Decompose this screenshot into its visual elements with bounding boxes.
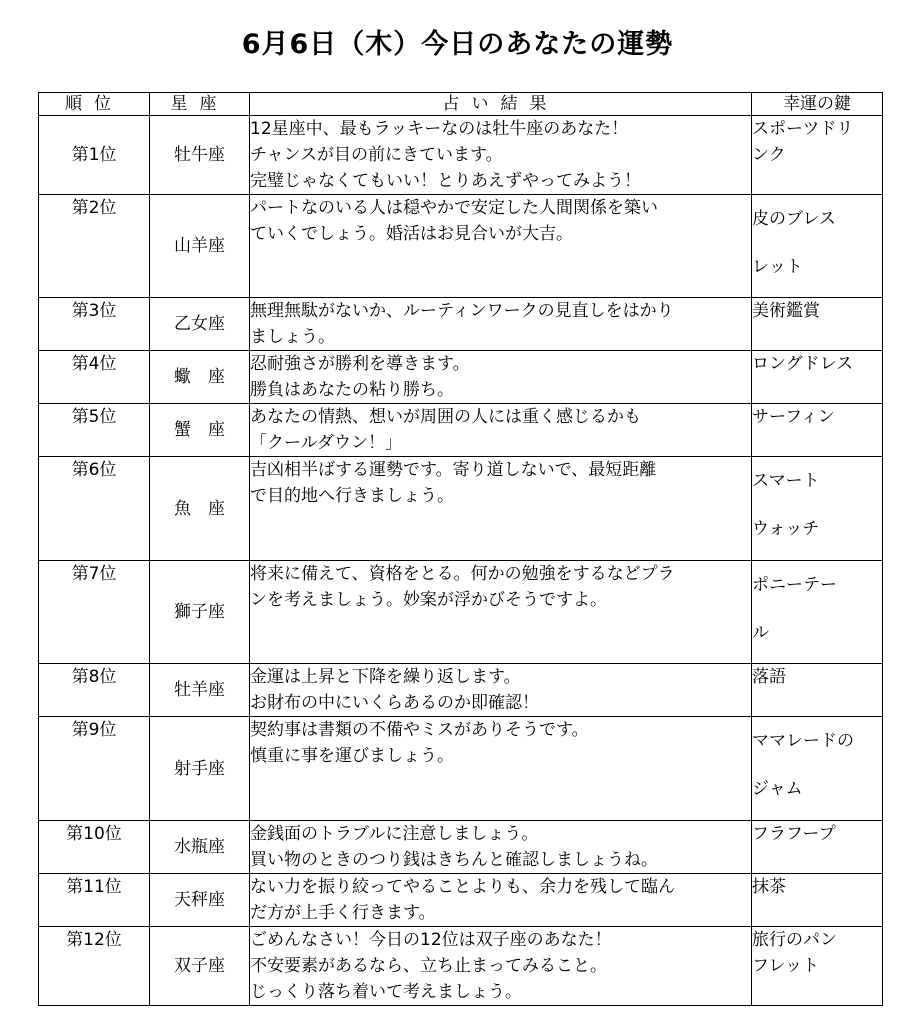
sign-cell: 水瓶座 xyxy=(150,821,250,874)
lucky-key-cell: 美術鑑賞 xyxy=(752,298,883,351)
sign-cell: 魚 座 xyxy=(150,457,250,561)
rank-cell: 第10位 xyxy=(39,821,150,874)
result-cell: 将来に備えて、資格をとる。何かの勉強をするなどプラ ンを考えましょう。妙案が浮かびそうですよ。 xyxy=(250,561,752,664)
table-row xyxy=(39,195,883,298)
fortune-table xyxy=(38,92,883,1006)
lucky-key-cell: 抹茶 xyxy=(752,874,883,927)
header-rank: 順位 xyxy=(39,93,150,116)
sign-cell: 双子座 xyxy=(150,927,250,1006)
result-cell: 金銭面のトラブルに注意しましょう。 買い物のときのつり銭はきちんと確認しましょうね。 xyxy=(250,821,752,874)
result-cell: ない力を振り絞ってやることよりも、余力を残して臨ん だ方が上手く行きます。 xyxy=(250,874,752,927)
rank-cell: 第2位 xyxy=(39,195,150,298)
result-cell: 忍耐強さが勝利を導きます。 勝負はあなたの粘り勝ち。 xyxy=(250,351,752,404)
sign-cell: 獅子座 xyxy=(150,561,250,664)
table-row xyxy=(39,717,883,821)
rank-cell: 第1位 xyxy=(39,116,150,195)
result-cell: あなたの情熱、想いが周囲の人には重く感じるかも 「クールダウン！」 xyxy=(250,404,752,457)
rank-cell: 第6位 xyxy=(39,457,150,561)
lucky-key-cell: 旅行のパン フレット xyxy=(752,927,883,1006)
lucky-key-cell: ママレードの ジャム xyxy=(752,717,883,821)
rank-cell: 第4位 xyxy=(39,351,150,404)
result-cell: 吉凶相半ばする運勢です。寄り道しないで、最短距離 で目的地へ行きましょう。 xyxy=(250,457,752,561)
sign-cell: 牡牛座 xyxy=(150,116,250,195)
lucky-key-cell: 落語 xyxy=(752,664,883,717)
header-result: 占い結果 xyxy=(250,93,752,116)
result-cell: 無理無駄がないか、ルーティンワークの見直しをはかり ましょう。 xyxy=(250,298,752,351)
rank-cell: 第8位 xyxy=(39,664,150,717)
result-cell: 12星座中、最もラッキーなのは牡牛座のあなた！ チャンスが目の前にきています。 完璧じゃなくてもいい！とりあえずやってみよう！ xyxy=(250,116,752,195)
table-row xyxy=(39,821,883,874)
lucky-key-cell: スポーツドリ ンク xyxy=(752,116,883,195)
sign-cell: 山羊座 xyxy=(150,195,250,298)
rank-cell: 第5位 xyxy=(39,404,150,457)
table-row xyxy=(39,874,883,927)
rank-cell: 第12位 xyxy=(39,927,150,1006)
lucky-key-cell: 皮のブレス レット xyxy=(752,195,883,298)
sign-cell: 射手座 xyxy=(150,717,250,821)
lucky-key-cell: サーフィン xyxy=(752,404,883,457)
rank-cell: 第7位 xyxy=(39,561,150,664)
rank-cell: 第9位 xyxy=(39,717,150,821)
lucky-key-cell: ポニーテー ル xyxy=(752,561,883,664)
result-cell: 契約事は書類の不備やミスがありそうです。 慎重に事を運びましょう。 xyxy=(250,717,752,821)
result-cell: ごめんなさい！今日の12位は双子座のあなた！ 不安要素があるなら、立ち止まってみること。 じっくり落ち着いて考えましょう。 xyxy=(250,927,752,1006)
result-cell: パートなのいる人は穏やかで安定した人間関係を築い ていくでしょう。婚活はお見合いが大吉。 xyxy=(250,195,752,298)
table-row xyxy=(39,457,883,561)
sign-cell: 蟹 座 xyxy=(150,404,250,457)
rank-cell: 第11位 xyxy=(39,874,150,927)
sign-cell: 蠍 座 xyxy=(150,351,250,404)
header-lucky-key: 幸運の鍵 xyxy=(752,93,883,116)
lucky-key-cell: ロングドレス xyxy=(752,351,883,404)
table-row xyxy=(39,404,883,457)
table-row xyxy=(39,561,883,664)
lucky-key-cell: フラフープ xyxy=(752,821,883,874)
sign-cell: 天秤座 xyxy=(150,874,250,927)
sign-cell: 牡羊座 xyxy=(150,664,250,717)
header-row xyxy=(39,93,883,116)
result-cell: 金運は上昇と下降を繰り返します。 お財布の中にいくらあるのか即確認！ xyxy=(250,664,752,717)
table-row xyxy=(39,664,883,717)
table-row xyxy=(39,116,883,195)
table-row xyxy=(39,351,883,404)
sign-cell: 乙女座 xyxy=(150,298,250,351)
rank-cell: 第3位 xyxy=(39,298,150,351)
table-row xyxy=(39,927,883,1006)
page-title: 6月6日（木）今日のあなたの運勢 xyxy=(241,29,674,60)
table-row xyxy=(39,298,883,351)
header-sign: 星座 xyxy=(150,93,250,116)
lucky-key-cell: スマート ウォッチ xyxy=(752,457,883,561)
